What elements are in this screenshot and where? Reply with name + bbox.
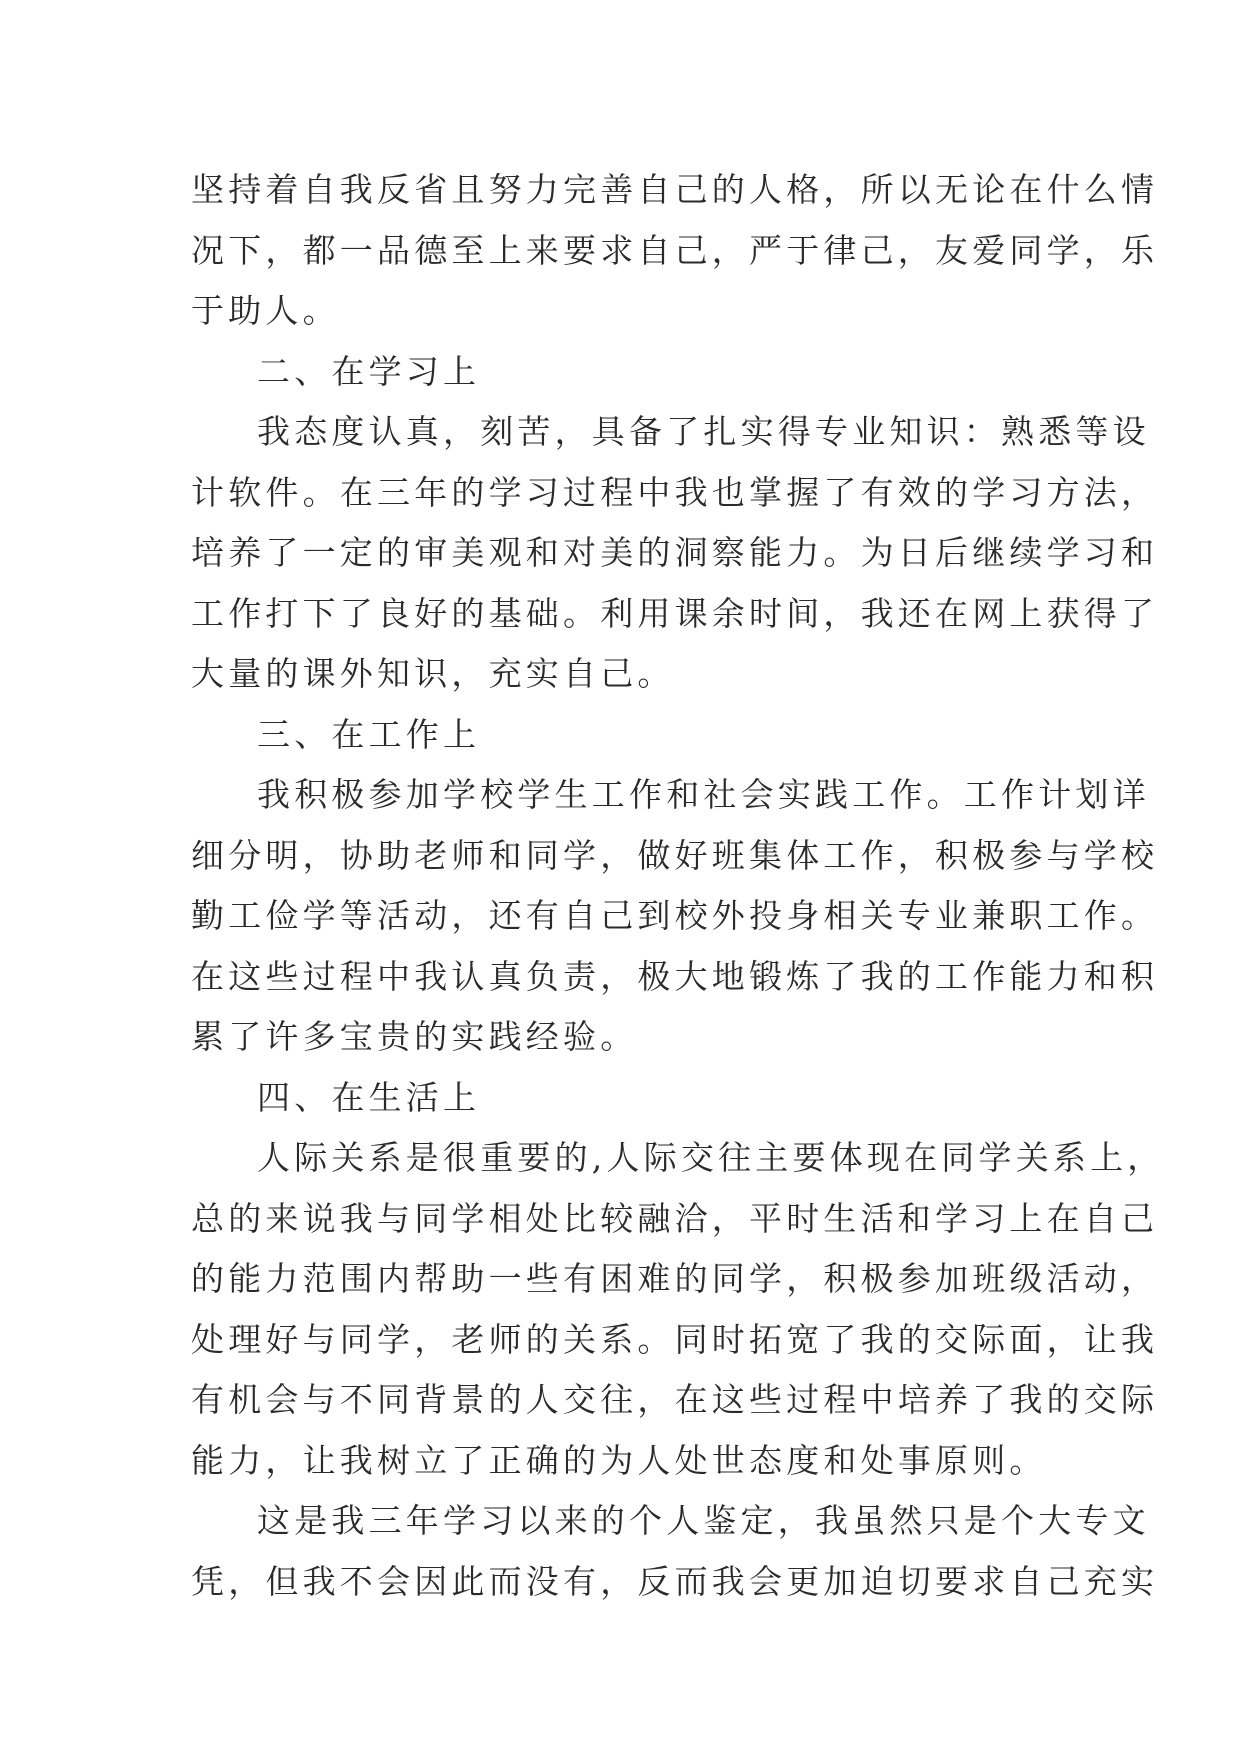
text-line: 于助人。 [191, 291, 340, 330]
text-line: 凭，但我不会因此而没有，反而我会更加迫切要求自己充实 [191, 1561, 1159, 1601]
text-line: 我积极参加学校学生工作和社会实践工作。工作计划详 [257, 775, 1150, 814]
section-heading-study: 二、在学习上 [257, 351, 481, 391]
text-line: 勤工俭学等活动，还有自己到校外投身相关专业兼职工作。 [191, 896, 1159, 935]
section-heading-work: 三、在工作上 [257, 714, 481, 754]
text-line: 的能力范围内帮助一些有困难的同学，积极参加班级活动， [191, 1259, 1159, 1298]
text-line: 工作打下了良好的基础。利用课余时间，我还在网上获得了 [191, 593, 1159, 633]
text-line: 在这些过程中我认真负责，极大地锻炼了我的工作能力和积 [191, 956, 1159, 996]
text-line: 有机会与不同背景的人交往，在这些过程中培养了我的交际 [191, 1380, 1159, 1419]
text-line: 大量的课外知识，充实自己。 [191, 654, 675, 693]
section-heading-life: 四、在生活上 [257, 1077, 481, 1117]
text-line: 处理好与同学，老师的关系。同时拓宽了我的交际面，让我 [191, 1319, 1159, 1359]
text-line: 人际关系是很重要的,人际交往主要体现在同学关系上， [257, 1138, 1165, 1177]
text-line: 能力，让我树立了正确的为人处世态度和处事原则。 [191, 1440, 1047, 1480]
text-line: 培养了一定的审美观和对美的洞察能力。为日后继续学习和 [191, 533, 1159, 572]
text-line: 况下，都一品德至上来要求自己，严于律己，友爱同学，乐 [191, 230, 1159, 270]
text-line: 总的来说我与同学相处比较融洽，平时生活和学习上在自己 [191, 1198, 1159, 1238]
text-line: 这是我三年学习以来的个人鉴定，我虽然只是个大专文 [257, 1501, 1150, 1540]
text-line: 计软件。在三年的学习过程中我也掌握了有效的学习方法， [191, 472, 1159, 512]
text-line: 我态度认真，刻苦，具备了扎实得专业知识：熟悉等设 [257, 412, 1150, 451]
text-line: 累了许多宝贵的实践经验。 [191, 1017, 638, 1056]
text-line: 细分明，协助老师和同学，做好班集体工作，积极参与学校 [191, 835, 1159, 875]
document-body [191, 160, 1165, 1612]
text-line: 坚持着自我反省且努力完善自己的人格，所以无论在什么情 [191, 170, 1159, 209]
